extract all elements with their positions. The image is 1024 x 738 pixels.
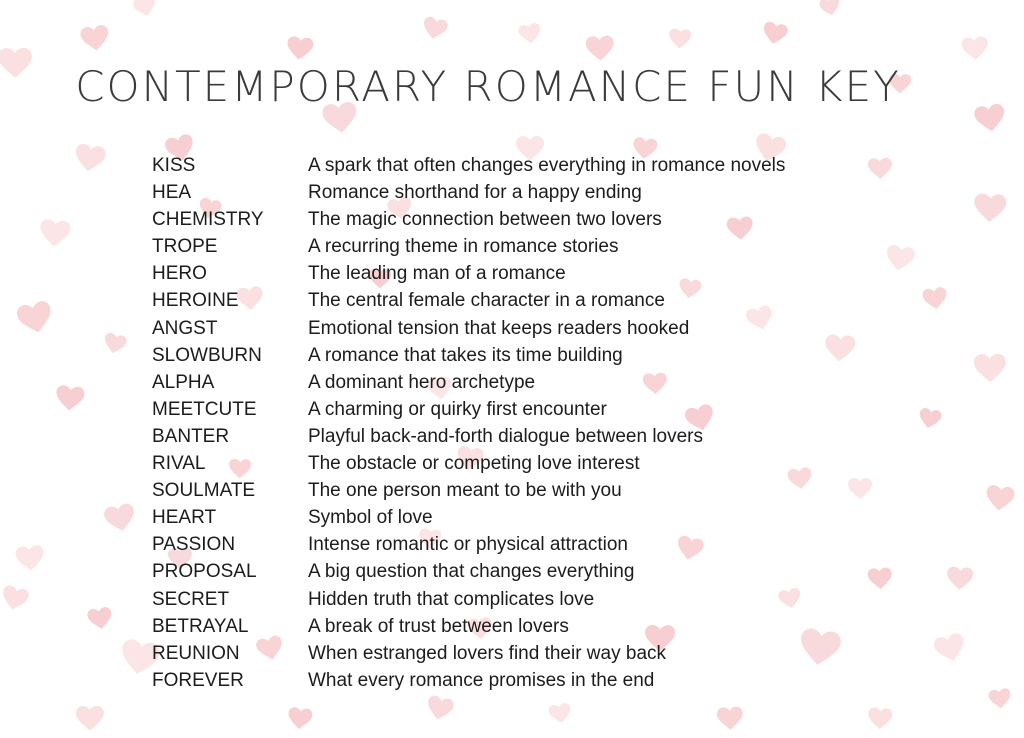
term: HEROINE bbox=[152, 290, 239, 312]
heart-icon bbox=[286, 36, 314, 61]
definition: What every romance promises in the end bbox=[308, 669, 655, 691]
definition: Emotional tension that keeps readers hooked bbox=[308, 317, 690, 339]
term: BANTER bbox=[152, 425, 230, 447]
term: RIVAL bbox=[152, 453, 206, 475]
heart-icon bbox=[15, 545, 45, 572]
heart-icon bbox=[39, 219, 71, 248]
term: PROPOSAL bbox=[152, 561, 257, 583]
heart-icon bbox=[917, 407, 942, 430]
heart-icon bbox=[585, 35, 614, 61]
heart-icon bbox=[988, 688, 1012, 710]
definition: A big question that changes everything bbox=[308, 561, 635, 583]
heart-icon bbox=[761, 21, 789, 46]
term: HEART bbox=[152, 507, 217, 529]
heart-icon bbox=[726, 216, 754, 241]
definition: Intense romantic or physical attraction bbox=[308, 534, 628, 556]
term: SLOWBURN bbox=[152, 344, 262, 366]
heart-icon bbox=[236, 286, 264, 311]
term: BETRAYAL bbox=[152, 615, 249, 637]
heart-icon bbox=[668, 28, 691, 49]
page-title: CONTEMPORARY ROMANCE FUN KEY bbox=[75, 62, 901, 111]
term: SECRET bbox=[152, 588, 230, 610]
term: FOREVER bbox=[152, 669, 244, 691]
definition: The central female character in a romance bbox=[308, 290, 665, 312]
definition: The obstacle or competing love interest bbox=[308, 453, 640, 475]
heart-icon bbox=[868, 158, 893, 180]
heart-icon bbox=[76, 706, 104, 731]
heart-icon bbox=[548, 702, 573, 725]
heart-icon bbox=[777, 587, 802, 610]
heart-icon bbox=[867, 567, 892, 590]
definition: Romance shorthand for a happy ending bbox=[308, 182, 642, 204]
term: KISS bbox=[152, 155, 196, 176]
definition: The one person meant to be with you bbox=[308, 480, 622, 502]
term: MEETCUTE bbox=[152, 398, 257, 420]
heart-icon bbox=[787, 467, 813, 491]
heart-icon bbox=[518, 22, 543, 45]
heart-icon bbox=[973, 193, 1006, 223]
definition: A break of trust between lovers bbox=[308, 615, 569, 637]
definition: A romance that takes its time building bbox=[308, 344, 623, 366]
term: ANGST bbox=[152, 317, 218, 339]
heart-icon bbox=[15, 300, 55, 337]
term: HEA bbox=[152, 182, 192, 204]
term: SOULMATE bbox=[152, 480, 256, 502]
heart-icon bbox=[824, 334, 856, 362]
definition: Hidden truth that complicates love bbox=[308, 588, 595, 610]
heart-icon bbox=[80, 24, 111, 52]
heart-icon bbox=[745, 304, 776, 333]
heart-icon bbox=[0, 584, 30, 612]
term: ALPHA bbox=[152, 371, 215, 393]
heart-icon bbox=[421, 16, 449, 42]
heart-icon bbox=[932, 632, 968, 665]
heart-icon bbox=[102, 332, 128, 356]
heart-icon bbox=[132, 0, 158, 19]
heart-icon bbox=[973, 103, 1007, 134]
heart-icon bbox=[922, 286, 949, 310]
definition: A dominant hero archetype bbox=[308, 371, 536, 393]
heart-icon bbox=[946, 566, 973, 590]
heart-icon bbox=[867, 707, 892, 730]
heart-icon bbox=[818, 0, 841, 17]
heart-icon bbox=[678, 278, 702, 300]
heart-icon bbox=[716, 706, 743, 730]
heart-icon bbox=[103, 502, 138, 534]
definition: The leading man of a romance bbox=[308, 263, 566, 285]
term: TROPE bbox=[152, 236, 218, 258]
heart-icon bbox=[985, 484, 1016, 512]
heart-icon bbox=[287, 707, 313, 730]
heart-icon bbox=[974, 354, 1006, 383]
definition: When estranged lovers find their way back bbox=[308, 642, 667, 664]
heart-icon bbox=[642, 372, 667, 394]
heart-icon bbox=[73, 143, 107, 174]
heart-icon bbox=[55, 385, 85, 412]
definition: A recurring theme in romance stories bbox=[308, 236, 619, 258]
definition: A charming or quirky first encounter bbox=[308, 398, 607, 420]
term: HERO bbox=[152, 263, 207, 285]
heart-icon bbox=[884, 244, 916, 273]
heart-icon bbox=[255, 634, 285, 662]
definition: Playful back-and-forth dialogue between lovers bbox=[308, 425, 704, 447]
heart-icon bbox=[87, 606, 114, 630]
heart-icon bbox=[848, 478, 872, 499]
term: CHEMISTRY bbox=[152, 209, 264, 231]
term: REUNION bbox=[152, 642, 240, 664]
heart-icon bbox=[229, 459, 252, 479]
heart-icon bbox=[798, 627, 842, 667]
heart-icon bbox=[961, 36, 989, 61]
term: PASSION bbox=[152, 534, 236, 556]
heart-icon bbox=[675, 535, 705, 563]
definition: A spark that often changes everything in romance novels bbox=[308, 155, 786, 176]
definition: Symbol of love bbox=[308, 507, 433, 529]
heart-icon bbox=[425, 694, 455, 722]
definition: The magic connection between two lovers bbox=[308, 209, 662, 231]
